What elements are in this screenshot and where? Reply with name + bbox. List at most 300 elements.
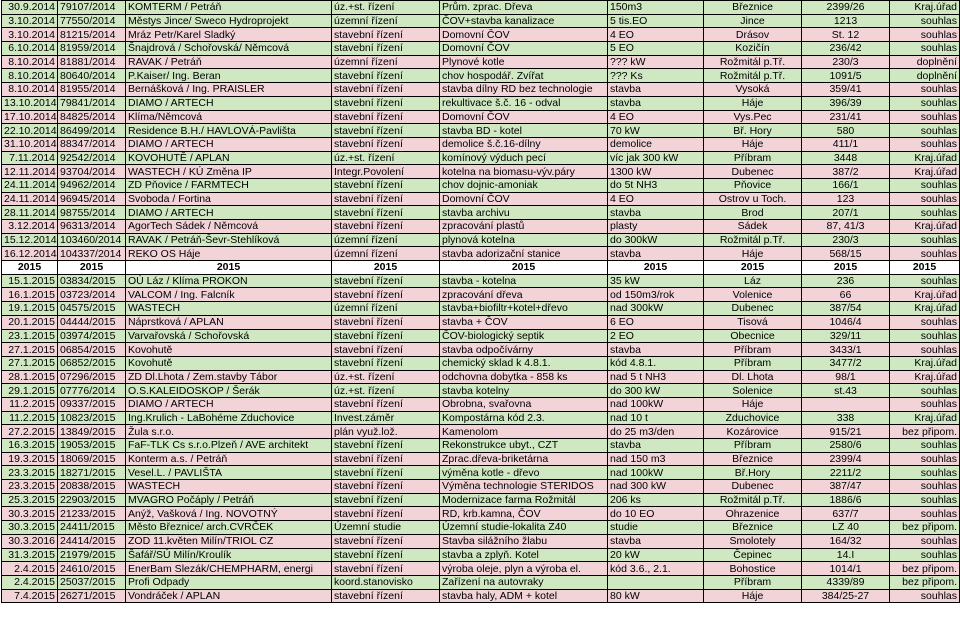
parcel-number-cell: 3477/2 [802, 356, 890, 370]
applicant-cell: Vondráček / APLAN [126, 589, 332, 603]
capacity-cell: stavba [608, 439, 704, 453]
applicant-cell: Městys Jince/ Sweco Hydroprojekt [126, 14, 332, 28]
project-description-cell: Domovní ČOV [440, 42, 608, 56]
opinion-cell: bez připom. [890, 562, 960, 576]
opinion-cell: Kraj.úřad [890, 356, 960, 370]
location-cell: Ohrazenice [704, 507, 802, 521]
reference-number-cell: 03834/2015 [58, 274, 126, 288]
capacity-cell: 4 EO [608, 110, 704, 124]
capacity-cell: 4 EO [608, 192, 704, 206]
opinion-cell: souhlas [890, 343, 960, 357]
capacity-cell: do 10 EO [608, 507, 704, 521]
table-row [2, 452, 960, 466]
procedure-type-cell: územní řízení [332, 14, 440, 28]
project-description-cell: Kamenolom [440, 425, 608, 439]
location-cell: Solenice [704, 384, 802, 398]
location-cell: Zduchovice [704, 411, 802, 425]
opinion-cell: doplnění [890, 69, 960, 83]
applicant-cell: Profi Odpady [126, 575, 332, 589]
procedure-type-cell: plán využ.lož. [332, 425, 440, 439]
capacity-cell: 2015 [608, 261, 704, 275]
applicant-cell: Náprstková / APLAN [126, 315, 332, 329]
location-cell: Dl. Lhota [704, 370, 802, 384]
date-cell: 23.3.2015 [2, 480, 58, 494]
opinion-cell: souhlas [890, 466, 960, 480]
location-cell: Dubenec [704, 480, 802, 494]
applicant-cell: KOVOHUTĚ / APLAN [126, 151, 332, 165]
procedure-type-cell: stavební řízení [332, 288, 440, 302]
location-cell: Příbram [704, 343, 802, 357]
capacity-cell: 70 kW [608, 124, 704, 138]
location-cell: Příbram [704, 356, 802, 370]
project-description-cell: stavba adorizační stanice [440, 247, 608, 261]
location-cell: Láz [704, 274, 802, 288]
table-row [2, 220, 960, 234]
reference-number-cell: 18069/2015 [58, 452, 126, 466]
project-description-cell: chemický sklad k 4.8.1. [440, 356, 608, 370]
opinion-cell: souhlas [890, 28, 960, 42]
reference-number-cell: 79107/2014 [58, 1, 126, 15]
reference-number-cell: 103460/2014 [58, 233, 126, 247]
date-cell: 24.11.2014 [2, 192, 58, 206]
opinion-cell: Kraj.úřad [890, 165, 960, 179]
table-row [2, 206, 960, 220]
date-cell: 11.2.2015 [2, 411, 58, 425]
date-cell: 16.1.2015 [2, 288, 58, 302]
parcel-number-cell: 384/25-27 [802, 589, 890, 603]
project-description-cell: odchovna dobytka - 858 ks [440, 370, 608, 384]
procedure-type-cell: stavební řízení [332, 178, 440, 192]
table-row [2, 548, 960, 562]
project-description-cell: 2015 [440, 261, 608, 275]
parcel-number-cell: 164/32 [802, 534, 890, 548]
date-cell: 7.4.2015 [2, 589, 58, 603]
opinion-cell: souhlas [890, 178, 960, 192]
reference-number-cell: 96945/2014 [58, 192, 126, 206]
capacity-cell: ??? Ks [608, 69, 704, 83]
procedure-type-cell: stavební řízení [332, 356, 440, 370]
procedure-type-cell: stavební řízení [332, 110, 440, 124]
opinion-cell: Kraj.úřad [890, 370, 960, 384]
capacity-cell: plasty [608, 220, 704, 234]
procedure-type-cell: Územní studie [332, 521, 440, 535]
procedure-type-cell: stavební řízení [332, 480, 440, 494]
applicant-cell: FaF-TLK Cs s.r.o.Plzeň / AVE architekt [126, 439, 332, 453]
applicant-cell: Kovohutě [126, 356, 332, 370]
parcel-number-cell: 2015 [802, 261, 890, 275]
location-cell: Háje [704, 96, 802, 110]
parcel-number-cell: 207/1 [802, 206, 890, 220]
capacity-cell: 20 kW [608, 548, 704, 562]
reference-number-cell: 81955/2014 [58, 83, 126, 97]
permit-register-table [1, 0, 960, 603]
table-row [2, 315, 960, 329]
project-description-cell: stavba odpočívárny [440, 343, 608, 357]
reference-number-cell: 93704/2014 [58, 165, 126, 179]
parcel-number-cell: 236/42 [802, 42, 890, 56]
capacity-cell [608, 575, 704, 589]
project-description-cell: stavba+biofiltr+kotel+dřevo [440, 302, 608, 316]
reference-number-cell: 03974/2015 [58, 329, 126, 343]
procedure-type-cell: úz.+st. řízení [332, 370, 440, 384]
procedure-type-cell: stavební řízení [332, 493, 440, 507]
location-cell: Kozárovice [704, 425, 802, 439]
opinion-cell: souhlas [890, 329, 960, 343]
applicant-cell: Žula s.r.o. [126, 425, 332, 439]
procedure-type-cell: stavební řízení [332, 83, 440, 97]
project-description-cell: Zařízení na autovraky [440, 575, 608, 589]
date-cell: 8.10.2014 [2, 83, 58, 97]
location-cell: Tisová [704, 315, 802, 329]
location-cell: Rožmitál p.Tř. [704, 55, 802, 69]
date-cell: 8.10.2014 [2, 55, 58, 69]
parcel-number-cell: 338 [802, 411, 890, 425]
capacity-cell: stavba [608, 83, 704, 97]
table-row [2, 110, 960, 124]
table-row [2, 534, 960, 548]
applicant-cell: ZOD 11.květen Milín/TRIOL CZ [126, 534, 332, 548]
date-cell: 6.10.2014 [2, 42, 58, 56]
table-row [2, 507, 960, 521]
reference-number-cell: 86499/2014 [58, 124, 126, 138]
date-cell: 30.3.2015 [2, 521, 58, 535]
table-row [2, 562, 960, 576]
parcel-number-cell: 230/3 [802, 233, 890, 247]
procedure-type-cell: úz.+st. řízení [332, 1, 440, 15]
opinion-cell: souhlas [890, 507, 960, 521]
capacity-cell: do 25 m3/den [608, 425, 704, 439]
table-row [2, 425, 960, 439]
parcel-number-cell: 231/41 [802, 110, 890, 124]
date-cell: 19.3.2015 [2, 452, 58, 466]
procedure-type-cell: úz.+st. řízení [332, 384, 440, 398]
opinion-cell: Kraj.úřad [890, 1, 960, 15]
location-cell: Drásov [704, 28, 802, 42]
table-row [2, 411, 960, 425]
capacity-cell: 206 ks [608, 493, 704, 507]
capacity-cell: kód 3.6., 2.1. [608, 562, 704, 576]
table-row [2, 521, 960, 535]
project-description-cell: stavba a zplyň. Kotel [440, 548, 608, 562]
location-cell: Dubenec [704, 165, 802, 179]
opinion-cell: bez připom. [890, 425, 960, 439]
parcel-number-cell: 2399/26 [802, 1, 890, 15]
table-row [2, 178, 960, 192]
opinion-cell: Kraj.úřad [890, 151, 960, 165]
parcel-number-cell [802, 397, 890, 411]
reference-number-cell: 80640/2014 [58, 69, 126, 83]
table-row [2, 466, 960, 480]
procedure-type-cell: stavební řízení [332, 220, 440, 234]
table-row [2, 1, 960, 15]
applicant-cell: DIAMO / ARTECH [126, 96, 332, 110]
date-cell: 23.1.2015 [2, 329, 58, 343]
project-description-cell: Územní studie-lokalita Z40 [440, 521, 608, 535]
date-cell: 2.4.2015 [2, 562, 58, 576]
project-description-cell: stavba BD - kotel [440, 124, 608, 138]
project-description-cell: stavba archivu [440, 206, 608, 220]
capacity-cell: stavba [608, 534, 704, 548]
parcel-number-cell: 387/2 [802, 165, 890, 179]
opinion-cell: doplnění [890, 55, 960, 69]
procedure-type-cell: stavební řízení [332, 589, 440, 603]
procedure-type-cell: stavební řízení [332, 137, 440, 151]
opinion-cell: souhlas [890, 96, 960, 110]
table-row [2, 42, 960, 56]
project-description-cell: stavba + ČOV [440, 315, 608, 329]
date-cell: 3.10.2014 [2, 28, 58, 42]
capacity-cell: ??? kW [608, 55, 704, 69]
opinion-cell: Kraj.úřad [890, 302, 960, 316]
date-cell: 27.2.2015 [2, 425, 58, 439]
date-cell: 12.11.2014 [2, 165, 58, 179]
table-row [2, 151, 960, 165]
applicant-cell: Kovohutě [126, 343, 332, 357]
applicant-cell: Šafář/SÚ Milín/Kroulík [126, 548, 332, 562]
location-cell: Bohostice [704, 562, 802, 576]
date-cell: 7.11.2014 [2, 151, 58, 165]
capacity-cell: nad 100kW [608, 466, 704, 480]
location-cell: Rožmitál p.Tř. [704, 233, 802, 247]
reference-number-cell: 22903/2015 [58, 493, 126, 507]
location-cell: Vysoká [704, 83, 802, 97]
project-description-cell: Domovní ČOV [440, 28, 608, 42]
table-row [2, 480, 960, 494]
parcel-number-cell: 3448 [802, 151, 890, 165]
opinion-cell: souhlas [890, 493, 960, 507]
procedure-type-cell: stavební řízení [332, 534, 440, 548]
reference-number-cell: 06854/2015 [58, 343, 126, 357]
reference-number-cell: 84825/2014 [58, 110, 126, 124]
opinion-cell: souhlas [890, 274, 960, 288]
capacity-cell: do 300 kW [608, 384, 704, 398]
capacity-cell: stavba [608, 247, 704, 261]
reference-number-cell: 81959/2014 [58, 42, 126, 56]
table-row [2, 439, 960, 453]
table-row [2, 343, 960, 357]
project-description-cell: Zprac.dřeva-briketárna [440, 452, 608, 466]
opinion-cell: souhlas [890, 124, 960, 138]
reference-number-cell: 79841/2014 [58, 96, 126, 110]
capacity-cell: 5 EO [608, 42, 704, 56]
location-cell: Kozičín [704, 42, 802, 56]
project-description-cell: Stavba silážního žlabu [440, 534, 608, 548]
date-cell: 15.1.2015 [2, 274, 58, 288]
location-cell: 2015 [704, 261, 802, 275]
table-row [2, 96, 960, 110]
project-description-cell: Modernizace farma Rožmitál [440, 493, 608, 507]
date-cell: 24.11.2014 [2, 178, 58, 192]
project-description-cell: výroba oleje, plyn a výroba el. [440, 562, 608, 576]
capacity-cell: víc jak 300 kW [608, 151, 704, 165]
applicant-cell: DIAMO / ARTECH [126, 206, 332, 220]
project-description-cell: rekultivace š.č. 16 - odval [440, 96, 608, 110]
location-cell: Smolotely [704, 534, 802, 548]
date-cell: 31.3.2015 [2, 548, 58, 562]
date-cell: 16.12.2014 [2, 247, 58, 261]
project-description-cell: ČOV+stavba kanalizace [440, 14, 608, 28]
table-row [2, 69, 960, 83]
project-description-cell: výměna kotle - dřevo [440, 466, 608, 480]
opinion-cell: souhlas [890, 233, 960, 247]
procedure-type-cell: stavební řízení [332, 96, 440, 110]
reference-number-cell: 104337/2014 [58, 247, 126, 261]
procedure-type-cell: stavební řízení [332, 274, 440, 288]
date-cell: 13.10.2014 [2, 96, 58, 110]
location-cell: Březnice [704, 1, 802, 15]
table-row [2, 83, 960, 97]
procedure-type-cell: stavební řízení [332, 192, 440, 206]
procedure-type-cell: územní řízení [332, 247, 440, 261]
procedure-type-cell: územní řízení [332, 302, 440, 316]
applicant-cell: OÚ Láz / Klíma PROKON [126, 274, 332, 288]
applicant-cell: VALCOM / Ing. Falcník [126, 288, 332, 302]
date-cell: 3.12.2014 [2, 220, 58, 234]
procedure-type-cell: územní řízení [332, 55, 440, 69]
project-description-cell: komínový výduch pecí [440, 151, 608, 165]
procedure-type-cell: stavební řízení [332, 329, 440, 343]
location-cell: Háje [704, 589, 802, 603]
table-row [2, 397, 960, 411]
applicant-cell: RAVAK / Petráň-Ševr-Stehlíková [126, 233, 332, 247]
procedure-type-cell: stavební řízení [332, 397, 440, 411]
opinion-cell: souhlas [890, 439, 960, 453]
opinion-cell: souhlas [890, 534, 960, 548]
location-cell: Obecnice [704, 329, 802, 343]
applicant-cell: WASTECH / KÚ Změna IP [126, 165, 332, 179]
date-cell: 20.1.2015 [2, 315, 58, 329]
location-cell: Bř.Hory [704, 466, 802, 480]
date-cell: 29.1.2015 [2, 384, 58, 398]
opinion-cell: bez připom. [890, 521, 960, 535]
procedure-type-cell: stavební řízení [332, 562, 440, 576]
location-cell: Háje [704, 397, 802, 411]
opinion-cell: Kraj.úřad [890, 288, 960, 302]
opinion-cell: souhlas [890, 247, 960, 261]
capacity-cell: demolice [608, 137, 704, 151]
project-description-cell: demolice š.č.16-dílny [440, 137, 608, 151]
project-description-cell: zpracování plastů [440, 220, 608, 234]
procedure-type-cell: stavební řízení [332, 69, 440, 83]
capacity-cell: 35 kW [608, 274, 704, 288]
table-row [2, 55, 960, 69]
location-cell: Jince [704, 14, 802, 28]
parcel-number-cell: 637/7 [802, 507, 890, 521]
parcel-number-cell: 98/1 [802, 370, 890, 384]
capacity-cell: 5 tis.EO [608, 14, 704, 28]
reference-number-cell: 94962/2014 [58, 178, 126, 192]
table-row [2, 28, 960, 42]
reference-number-cell: 21233/2015 [58, 507, 126, 521]
parcel-number-cell: 4339/89 [802, 575, 890, 589]
location-cell: Vys.Pec [704, 110, 802, 124]
capacity-cell: kód 4.8.1. [608, 356, 704, 370]
procedure-type-cell: stavební řízení [332, 315, 440, 329]
reference-number-cell: 24610/2015 [58, 562, 126, 576]
date-cell: 27.1.2015 [2, 356, 58, 370]
parcel-number-cell: 329/11 [802, 329, 890, 343]
reference-number-cell: 06852/2015 [58, 356, 126, 370]
applicant-cell: Konterm a.s. / Petráň [126, 452, 332, 466]
opinion-cell: bez připom. [890, 575, 960, 589]
opinion-cell: souhlas [890, 137, 960, 151]
table-row [2, 493, 960, 507]
project-description-cell: Kompostárna kód 2.3. [440, 411, 608, 425]
opinion-cell: souhlas [890, 14, 960, 28]
capacity-cell: stavba [608, 343, 704, 357]
capacity-cell: stavba [608, 206, 704, 220]
capacity-cell: studie [608, 521, 704, 535]
reference-number-cell: 21979/2015 [58, 548, 126, 562]
parcel-number-cell: 1014/1 [802, 562, 890, 576]
capacity-cell: 1300 kW [608, 165, 704, 179]
applicant-cell: DIAMO / ARTECH [126, 137, 332, 151]
project-description-cell: Plynové kotle [440, 55, 608, 69]
opinion-cell: Kraj.úřad [890, 411, 960, 425]
table-row [2, 247, 960, 261]
applicant-cell: MVAGRO Počáply / Petráň [126, 493, 332, 507]
applicant-cell: Město Březnice/ arch.CVRČEK [126, 521, 332, 535]
location-cell: Pňovice [704, 178, 802, 192]
procedure-type-cell: územní řízení [332, 233, 440, 247]
parcel-number-cell: 236 [802, 274, 890, 288]
table-row [2, 370, 960, 384]
project-description-cell: RD, krb.kamna, ČOV [440, 507, 608, 521]
procedure-type-cell: 2015 [332, 261, 440, 275]
parcel-number-cell: 387/54 [802, 302, 890, 316]
reference-number-cell: 24411/2015 [58, 521, 126, 535]
procedure-type-cell: úz.+st. řízení [332, 151, 440, 165]
parcel-number-cell: 2399/4 [802, 452, 890, 466]
parcel-number-cell: 1046/4 [802, 315, 890, 329]
opinion-cell: souhlas [890, 397, 960, 411]
reference-number-cell: 88347/2014 [58, 137, 126, 151]
procedure-type-cell: stavební řízení [332, 343, 440, 357]
parcel-number-cell: 1886/6 [802, 493, 890, 507]
parcel-number-cell: 396/39 [802, 96, 890, 110]
procedure-type-cell: stavební řízení [332, 466, 440, 480]
applicant-cell: Šnajdrová / Schořovská/ Němcová [126, 42, 332, 56]
reference-number-cell: 98755/2014 [58, 206, 126, 220]
opinion-cell: souhlas [890, 206, 960, 220]
applicant-cell: Klíma/Němcová [126, 110, 332, 124]
parcel-number-cell: 123 [802, 192, 890, 206]
table-row [2, 575, 960, 589]
applicant-cell: WASTECH [126, 480, 332, 494]
parcel-number-cell: 66 [802, 288, 890, 302]
table-row [2, 589, 960, 603]
reference-number-cell: 09337/2015 [58, 397, 126, 411]
location-cell: Příbram [704, 575, 802, 589]
location-cell: Volenice [704, 288, 802, 302]
capacity-cell: nad 100kW [608, 397, 704, 411]
table-body [2, 1, 960, 603]
reference-number-cell: 04575/2015 [58, 302, 126, 316]
parcel-number-cell: 3433/1 [802, 343, 890, 357]
project-description-cell: Prům. zprac. Dřeva [440, 1, 608, 15]
project-description-cell: ČOV-biologický septik [440, 329, 608, 343]
reference-number-cell: 10823/2015 [58, 411, 126, 425]
date-cell: 30.3.2015 [2, 507, 58, 521]
procedure-type-cell: Invest.záměr [332, 411, 440, 425]
capacity-cell: 80 kW [608, 589, 704, 603]
reference-number-cell: 07296/2015 [58, 370, 126, 384]
applicant-cell: ZD Pňovice / FARMTECH [126, 178, 332, 192]
parcel-number-cell: 1213 [802, 14, 890, 28]
parcel-number-cell: 87, 41/3 [802, 220, 890, 234]
applicant-cell: ZD Dl.Lhota / Zem.stavby Tábor [126, 370, 332, 384]
date-cell: 8.10.2014 [2, 69, 58, 83]
